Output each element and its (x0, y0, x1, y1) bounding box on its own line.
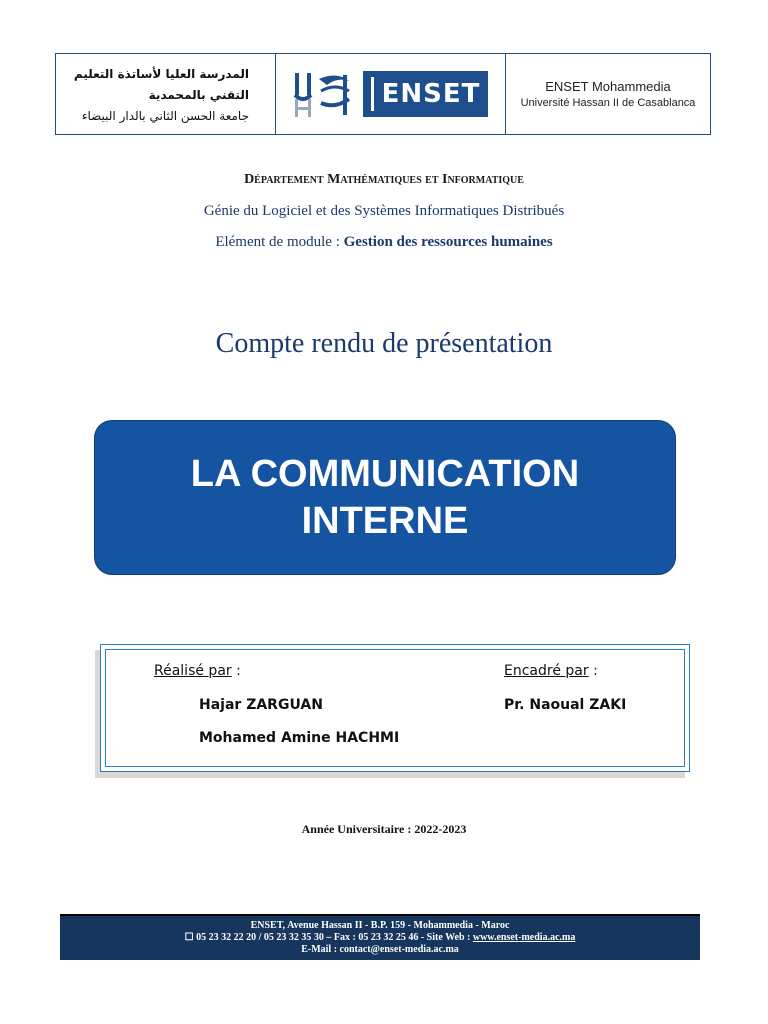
logo-bar (371, 77, 374, 111)
authors-box (100, 644, 690, 772)
arabic-school-name (56, 54, 276, 134)
institution-title: ENSET Mohammedia (545, 79, 671, 94)
author-2: Mohamed Amine HACHMI (199, 730, 400, 746)
module-line (0, 234, 768, 251)
letterhead (55, 53, 711, 135)
arabic-line-2: التقني بالمحمدية (148, 88, 249, 102)
academic-year: Année Universitaire : 2022-2023 (301, 822, 467, 836)
report-title: Compte rendu de présentation (215, 328, 553, 359)
arabic-line-3: جامعة الحسن الثاني بالدار البيضاء (81, 109, 249, 123)
arabic-line-1: المدرسة العليا لأساتذة التعليم (73, 67, 249, 81)
program-name: Génie du Logiciel et des Systèmes Informatiques Distribués (203, 203, 565, 219)
supervisor: Pr. Naoual ZAKI (504, 697, 627, 713)
main-title-box (94, 420, 676, 575)
department-heading: Département Mathématiques et Informatique (244, 172, 524, 187)
footer-address: ENSET, Avenue Hassan II - B.P. 159 - Mohammedia - Maroc (250, 920, 510, 931)
logo-area (276, 54, 506, 134)
institution-subtitle: Université Hassan II de Casablanca (520, 97, 696, 109)
footer (60, 914, 700, 960)
module-value: Gestion des ressources humaines (343, 234, 553, 250)
footer-contact: ☐ 05 23 32 22 20 / 05 23 32 35 30 – Fax : 05 23 32 25 46 - Site Web : www.enset-media.ac.ma (184, 932, 576, 943)
website-link[interactable]: www.enset-media.ac.ma (472, 932, 576, 943)
enset-logo (363, 71, 489, 117)
module-label: Elément de module : (215, 234, 344, 250)
institution-name (506, 54, 710, 134)
encadre-par-label: Encadré par : (504, 663, 598, 679)
main-title-line-1: LA COMMUNICATION (190, 452, 580, 495)
realise-par-label: Réalisé par : (154, 663, 241, 679)
university-logo-icon (293, 69, 355, 119)
enset-logo-text: ENSET (381, 79, 481, 109)
main-title-line-2: INTERNE (301, 499, 469, 542)
footer-email[interactable]: E-Mail : contact@enset-media.ac.ma (301, 944, 459, 955)
author-1: Hajar ZARGUAN (199, 697, 323, 713)
